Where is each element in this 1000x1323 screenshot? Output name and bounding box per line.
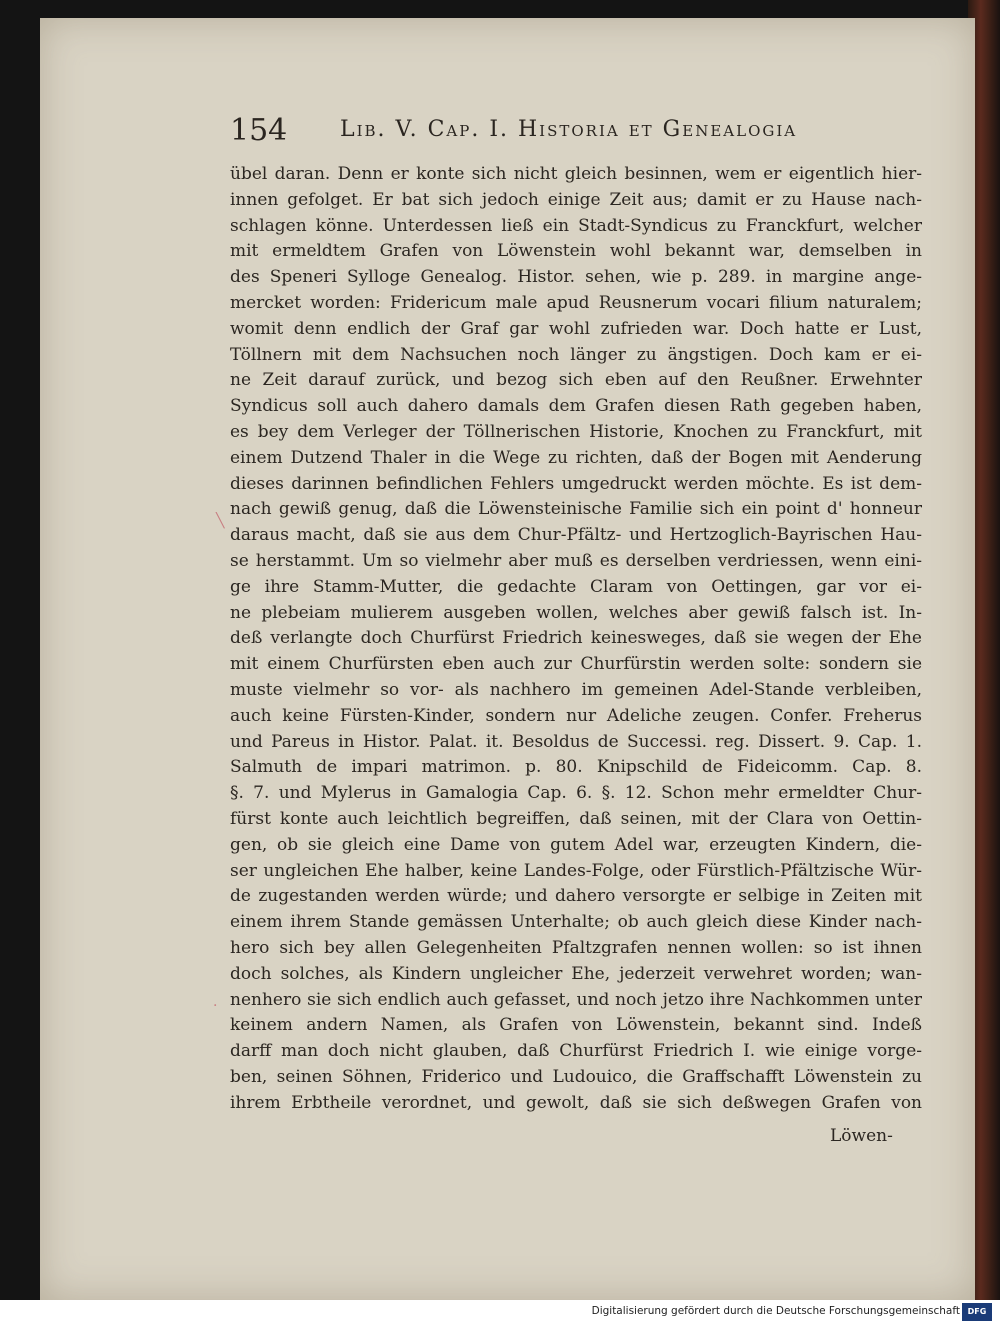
catchword: Löwen- — [830, 1126, 893, 1146]
page-number: 154 — [230, 113, 288, 148]
text-line: es bey dem Verleger der Töllnerischen Historie, Knochen zu Franckfurt, mit — [230, 421, 922, 442]
text-line: einem ihrem Stande gemässen Unterhalte; ob auch gleich diese Kinder nach- — [230, 912, 922, 933]
text-line: mit ermeldtem Grafen von Löwenstein wohl bekannt war, demselben in — [230, 241, 922, 262]
text-line: Töllnern mit dem Nachsuchen noch länger zu ängstigen. Doch kam er ei- — [230, 344, 922, 365]
text-line: hero sich bey allen Gelegenheiten Pfaltzgrafen nennen wollen: so ist ihnen — [230, 937, 922, 958]
page-header — [230, 113, 930, 153]
running-head: Lib. V. Cap. I. Historia et Genealogia — [340, 117, 798, 142]
text-line: mit einem Churfürsten eben auch zur Churfürstin werden solte: sondern sie — [230, 654, 922, 675]
text-line: mercket worden: Fridericum male apud Reusnerum vocari filium naturalem; — [230, 292, 922, 313]
text-line: §. 7. und Mylerus in Gamalogia Cap. 6. §. 12. Schon mehr ermeldter Chur- — [230, 783, 922, 804]
text-line: fürst konte auch leichtlich begreiffen, daß seinen, mit der Clara von Oettin- — [230, 808, 922, 829]
text-line: keinem andern Namen, als Grafen von Löwenstein, bekannt sind. Indeß — [230, 1015, 922, 1036]
text-line: de zugestanden werden würde; und dahero versorgte er selbige in Zeiten mit — [230, 886, 922, 907]
body-text — [230, 162, 922, 1116]
text-line: ne Zeit darauf zurück, und bezog sich eben auf den Reußner. Erwehnter — [230, 370, 922, 391]
dfg-logo: DFG — [962, 1303, 992, 1321]
text-line: doch solches, als Kindern ungleicher Ehe, jederzeit verwehret worden; wan- — [230, 963, 922, 984]
text-line: gen, ob sie gleich eine Dame von gutem Adel war, erzeugten Kindern, die- — [230, 834, 922, 855]
footer-credit: Digitalisierung gefördert durch die Deutsche Forschungsgemeinschaft — [591, 1305, 960, 1317]
text-line: daraus macht, daß sie aus dem Chur-Pfältz- und Hertzoglich-Bayrischen Hau- — [230, 525, 922, 546]
text-line: nach gewiß genug, daß die Löwensteinische Familie sich ein point d' honneur — [230, 499, 922, 520]
footer-bar — [0, 1300, 1000, 1323]
text-line: des Speneri Sylloge Genealog. Histor. sehen, wie p. 289. in margine ange- — [230, 267, 922, 288]
text-line: deß verlangte doch Churfürst Friedrich keinesweges, daß sie wegen der Ehe — [230, 628, 922, 649]
text-line: darff man doch nicht glauben, daß Churfürst Friedrich I. wie einige vorge- — [230, 1041, 922, 1062]
text-line: ge ihre Stamm-Mutter, die gedachte Claram von Oettingen, gar vor ei- — [230, 576, 922, 597]
text-line: muste vielmehr so vor- als nachhero im gemeinen Adel-Stande verbleiben, — [230, 679, 922, 700]
text-line: ne plebeiam mulierem ausgeben wollen, welches aber gewiß falsch ist. In- — [230, 602, 922, 623]
text-line: übel daran. Denn er konte sich nicht gleich besinnen, wem er eigentlich hier- — [230, 164, 922, 184]
text-line: dieses darinnen befindlichen Fehlers umgedruckt werden möchte. Es ist dem- — [230, 473, 922, 494]
text-line: ser ungleichen Ehe halber, keine Landes-Folge, oder Fürstlich-Pfältzische Wür- — [230, 860, 922, 881]
text-line: Salmuth de impari matrimon. p. 80. Knipschild de Fideicomm. Cap. 8. — [230, 757, 922, 778]
text-line: Syndicus soll auch dahero damals dem Grafen diesen Rath gegeben haben, — [230, 396, 922, 417]
text-line: auch keine Fürsten-Kinder, sondern nur Adeliche zeugen. Confer. Freherus — [230, 705, 922, 726]
text-line: womit denn endlich der Graf gar wohl zufrieden war. Doch hatte er Lust, — [230, 318, 922, 339]
text-line: und Pareus in Histor. Palat. it. Besoldus de Successi. reg. Dissert. 9. Cap. 1. — [230, 731, 922, 752]
text-line: nenhero sie sich endlich auch gefasset, und noch jetzo ihre Nachkommen unter — [230, 989, 922, 1010]
text-line: innen gefolget. Er bat sich jedoch einige Zeit aus; damit er zu Hause nach- — [230, 189, 922, 210]
text-line: ihrem Erbtheile verordnet, und gewolt, daß sie sich deßwegen Grafen von — [230, 1092, 922, 1113]
text-line: se herstammt. Um so vielmehr aber muß es derselben verdriessen, wenn eini- — [230, 550, 922, 571]
margin-mark: ╲ — [216, 513, 225, 529]
margin-mark: · — [213, 998, 218, 1014]
text-line: ben, seinen Söhnen, Friderico und Ludouico, die Graffschafft Löwenstein zu — [230, 1066, 922, 1087]
text-line: einem Dutzend Thaler in die Wege zu richten, daß der Bogen mit Aenderung — [230, 447, 922, 468]
text-line: schlagen könne. Unterdessen ließ ein Stadt-Syndicus zu Franckfurt, welcher — [230, 215, 922, 236]
